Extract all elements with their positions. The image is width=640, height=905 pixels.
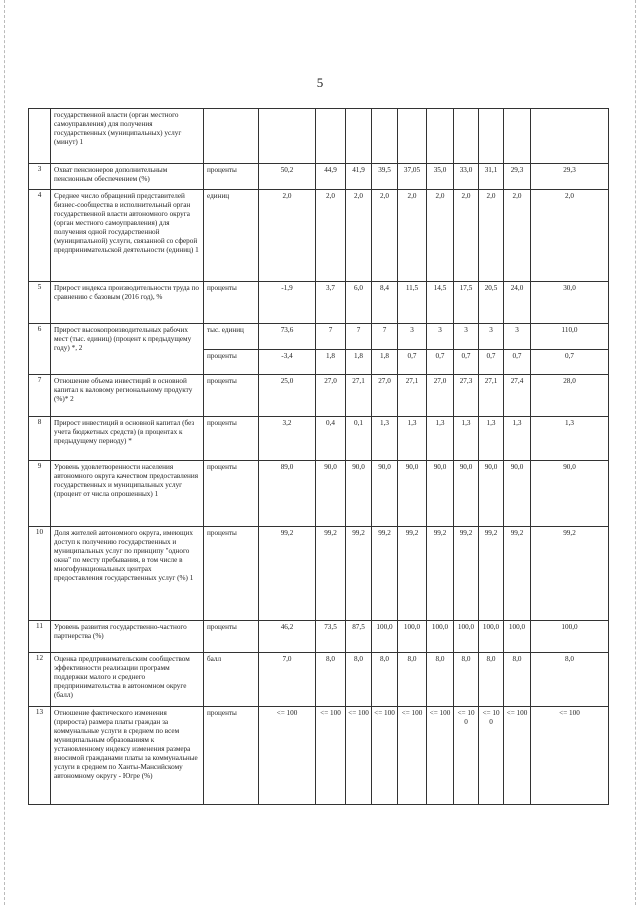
value-cell: 99,2: [372, 527, 398, 621]
value-cell: 8,0: [504, 653, 531, 707]
value-cell: 3: [479, 324, 504, 350]
value-cell: 90,0: [531, 461, 609, 527]
table-row: [29, 461, 609, 527]
row-number: 6: [29, 324, 51, 375]
value-cell: 2,0: [531, 190, 609, 282]
value-cell: <= 100: [346, 707, 372, 805]
value-cell: 35,0: [427, 164, 454, 190]
indicator-description: Прирост инвестиций в основной капитал (без учета бюджетных средств) (в процентах к предыдущему периоду) *: [51, 417, 204, 461]
value-cell: 0,1: [346, 417, 372, 461]
unit-cell: проценты: [204, 707, 259, 805]
value-cell: 8,0: [398, 653, 427, 707]
value-cell: 99,2: [259, 527, 316, 621]
table-row: [29, 109, 609, 164]
value-cell: 7: [372, 324, 398, 350]
value-cell: 8,0: [427, 653, 454, 707]
value-cell: 90,0: [504, 461, 531, 527]
value-cell: 0,7: [531, 350, 609, 375]
value-cell: 31,1: [479, 164, 504, 190]
value-cell: 6,0: [346, 282, 372, 324]
value-cell: 0,7: [479, 350, 504, 375]
value-cell: 1,8: [346, 350, 372, 375]
value-cell: 1,3: [427, 417, 454, 461]
indicator-description: Охват пенсионеров дополнительным пенсионным обеспечением (%): [51, 164, 204, 190]
row-number: 5: [29, 282, 51, 324]
unit-cell: единиц: [204, 190, 259, 282]
value-cell: 0,4: [316, 417, 346, 461]
value-cell: 100,0: [398, 621, 427, 653]
value-cell: 27,1: [398, 375, 427, 417]
value-cell: 33,0: [454, 164, 479, 190]
value-cell: 8,0: [346, 653, 372, 707]
value-cell: 99,2: [427, 527, 454, 621]
value-cell: 27,0: [427, 375, 454, 417]
row-number: 9: [29, 461, 51, 527]
value-cell: 8,0: [479, 653, 504, 707]
table-row: [29, 375, 609, 417]
value-cell: <= 100: [504, 707, 531, 805]
value-cell: 29,3: [531, 164, 609, 190]
page-edge-left: [4, 0, 6, 905]
table-row: [29, 190, 609, 282]
value-cell: 87,5: [346, 621, 372, 653]
value-cell: 99,2: [454, 527, 479, 621]
value-cell: 11,5: [398, 282, 427, 324]
value-cell: <= 100: [398, 707, 427, 805]
indicator-description: Прирост высокопроизводительных рабочих мест (тыс. единиц) (процент к предыдущему году) *, 2: [51, 324, 204, 375]
value-cell: <= 100: [454, 707, 479, 805]
value-cell: 100,0: [454, 621, 479, 653]
value-cell: 99,2: [479, 527, 504, 621]
value-cell: 99,2: [531, 527, 609, 621]
value-cell: <= 100: [316, 707, 346, 805]
value-cell: 2,0: [427, 190, 454, 282]
value-cell: 2,0: [346, 190, 372, 282]
value-cell: 2,0: [259, 190, 316, 282]
value-cell: 99,2: [504, 527, 531, 621]
value-cell: 27,1: [479, 375, 504, 417]
value-cell: 50,2: [259, 164, 316, 190]
value-cell: <= 100: [427, 707, 454, 805]
value-cell: 100,0: [372, 621, 398, 653]
value-cell: 90,0: [454, 461, 479, 527]
value-cell: 90,0: [398, 461, 427, 527]
value-cell: 1,3: [398, 417, 427, 461]
value-cell: 1,8: [372, 350, 398, 375]
value-cell: 46,2: [259, 621, 316, 653]
value-cell: <= 100: [372, 707, 398, 805]
value-cell: 30,0: [531, 282, 609, 324]
table-row: [29, 707, 609, 805]
value-cell: 27,1: [346, 375, 372, 417]
value-cell: 100,0: [427, 621, 454, 653]
indicator-description: государственной власти (орган местного самоуправления) для получения государственных (муниципальных) услуг (минут) 1: [51, 109, 204, 164]
value-cell: 39,5: [372, 164, 398, 190]
value-cell: 1,8: [316, 350, 346, 375]
value-cell: [346, 109, 372, 164]
value-cell: 1,3: [372, 417, 398, 461]
value-cell: [454, 109, 479, 164]
indicator-description: Отношение фактического изменения (прироста) размера платы граждан за коммунальные услуги в среднем по всем муниципальным образованиям к установленному индексу изменения размера вносимой гражданами платы за коммунальные услуги в среднем по Ханты-Мансийскому автономному округу - Югре (%): [51, 707, 204, 805]
value-cell: 90,0: [346, 461, 372, 527]
page-number: 5: [316, 75, 324, 90]
unit-cell: проценты: [204, 417, 259, 461]
value-cell: [504, 109, 531, 164]
table-row: [29, 324, 609, 350]
value-cell: 27,4: [504, 375, 531, 417]
unit-cell: проценты: [204, 164, 259, 190]
value-cell: 8,0: [372, 653, 398, 707]
value-cell: 3: [427, 324, 454, 350]
value-cell: 1,3: [504, 417, 531, 461]
row-number: 11: [29, 621, 51, 653]
table-row: [29, 527, 609, 621]
indicator-description: Отношение объема инвестиций в основной капитал к валовому региональному продукту (%)* 2: [51, 375, 204, 417]
unit-cell: [204, 109, 259, 164]
row-number: 13: [29, 707, 51, 805]
value-cell: [259, 109, 316, 164]
value-cell: 99,2: [346, 527, 372, 621]
value-cell: 100,0: [531, 621, 609, 653]
value-cell: 37,05: [398, 164, 427, 190]
unit-cell: проценты: [204, 282, 259, 324]
value-cell: 0,7: [454, 350, 479, 375]
value-cell: 17,5: [454, 282, 479, 324]
value-cell: 90,0: [372, 461, 398, 527]
row-number: 7: [29, 375, 51, 417]
table-row: [29, 417, 609, 461]
value-cell: 89,0: [259, 461, 316, 527]
value-cell: <= 100: [479, 707, 504, 805]
table-row: [29, 282, 609, 324]
value-cell: 0,7: [427, 350, 454, 375]
value-cell: 14,5: [427, 282, 454, 324]
indicator-description: Уровень удовлетворенности населения автономного округа качеством предоставления государственных и муниципальных услуг (процент от числа опрошенных) 1: [51, 461, 204, 527]
indicator-description: Среднее число обращений представителей бизнес-сообщества в исполнительный орган государственной власти автономного округа (орган местного самоуправления) для получения одной государственной (муниципальной) услуги, связанной со сферой предпринимательской деятельности (единиц) 1: [51, 190, 204, 282]
indicator-description: Прирост индекса производительности труда по сравнению с базовым (2016 год), %: [51, 282, 204, 324]
value-cell: [479, 109, 504, 164]
value-cell: 0,7: [398, 350, 427, 375]
indicators-table: [28, 108, 609, 805]
value-cell: 99,2: [398, 527, 427, 621]
value-cell: 110,0: [531, 324, 609, 350]
value-cell: 73,6: [259, 324, 316, 350]
value-cell: 20,5: [479, 282, 504, 324]
value-cell: [531, 109, 609, 164]
value-cell: 27,3: [454, 375, 479, 417]
value-cell: 8,0: [454, 653, 479, 707]
value-cell: 2,0: [372, 190, 398, 282]
value-cell: [372, 109, 398, 164]
value-cell: -3,4: [259, 350, 316, 375]
value-cell: 7: [316, 324, 346, 350]
value-cell: 8,0: [531, 653, 609, 707]
unit-cell: проценты: [204, 527, 259, 621]
value-cell: 90,0: [316, 461, 346, 527]
table-row: [29, 621, 609, 653]
value-cell: 73,5: [316, 621, 346, 653]
value-cell: <= 100: [259, 707, 316, 805]
value-cell: 1,3: [454, 417, 479, 461]
unit-cell: тыс. единиц: [204, 324, 259, 350]
value-cell: 3,7: [316, 282, 346, 324]
value-cell: 2,0: [398, 190, 427, 282]
value-cell: 27,0: [372, 375, 398, 417]
value-cell: 3: [504, 324, 531, 350]
row-number: 10: [29, 527, 51, 621]
indicator-description: Доля жителей автономного округа, имеющих доступ к получению государственных и муниципальных услуг по принципу "одного окна" по месту пребывания, в том числе в многофункциональных центрах предоставления государственных услуг (%) 1: [51, 527, 204, 621]
row-number: 8: [29, 417, 51, 461]
row-number: 4: [29, 190, 51, 282]
value-cell: 100,0: [479, 621, 504, 653]
value-cell: 7,0: [259, 653, 316, 707]
value-cell: 8,0: [316, 653, 346, 707]
table-row: [29, 653, 609, 707]
value-cell: 2,0: [454, 190, 479, 282]
value-cell: 99,2: [316, 527, 346, 621]
row-number: 3: [29, 164, 51, 190]
table-row: [29, 164, 609, 190]
unit-cell: балл: [204, 653, 259, 707]
unit-cell: проценты: [204, 461, 259, 527]
value-cell: 1,3: [531, 417, 609, 461]
value-cell: 2,0: [504, 190, 531, 282]
page-edge-right: [635, 0, 637, 905]
value-cell: 27,0: [316, 375, 346, 417]
value-cell: <= 100: [531, 707, 609, 805]
indicator-description: Уровень развития государственно-частного партнерства (%): [51, 621, 204, 653]
value-cell: 0,7: [504, 350, 531, 375]
value-cell: 90,0: [479, 461, 504, 527]
value-cell: 41,9: [346, 164, 372, 190]
value-cell: 90,0: [427, 461, 454, 527]
value-cell: [398, 109, 427, 164]
row-number: 12: [29, 653, 51, 707]
value-cell: 25,0: [259, 375, 316, 417]
value-cell: 7: [346, 324, 372, 350]
value-cell: 28,0: [531, 375, 609, 417]
value-cell: 44,9: [316, 164, 346, 190]
value-cell: 8,4: [372, 282, 398, 324]
value-cell: 2,0: [316, 190, 346, 282]
value-cell: 100,0: [504, 621, 531, 653]
value-cell: 3: [454, 324, 479, 350]
value-cell: [316, 109, 346, 164]
value-cell: 3,2: [259, 417, 316, 461]
indicator-description: Оценка предпринимательским сообществом эффективности реализации программ поддержки малого и среднего предпринимательства в автономном округе (балл): [51, 653, 204, 707]
value-cell: 24,0: [504, 282, 531, 324]
unit-cell: проценты: [204, 350, 259, 375]
value-cell: -1,9: [259, 282, 316, 324]
value-cell: 2,0: [479, 190, 504, 282]
unit-cell: проценты: [204, 621, 259, 653]
row-number: [29, 109, 51, 164]
value-cell: [427, 109, 454, 164]
value-cell: 3: [398, 324, 427, 350]
value-cell: 1,3: [479, 417, 504, 461]
value-cell: 29,3: [504, 164, 531, 190]
unit-cell: проценты: [204, 375, 259, 417]
